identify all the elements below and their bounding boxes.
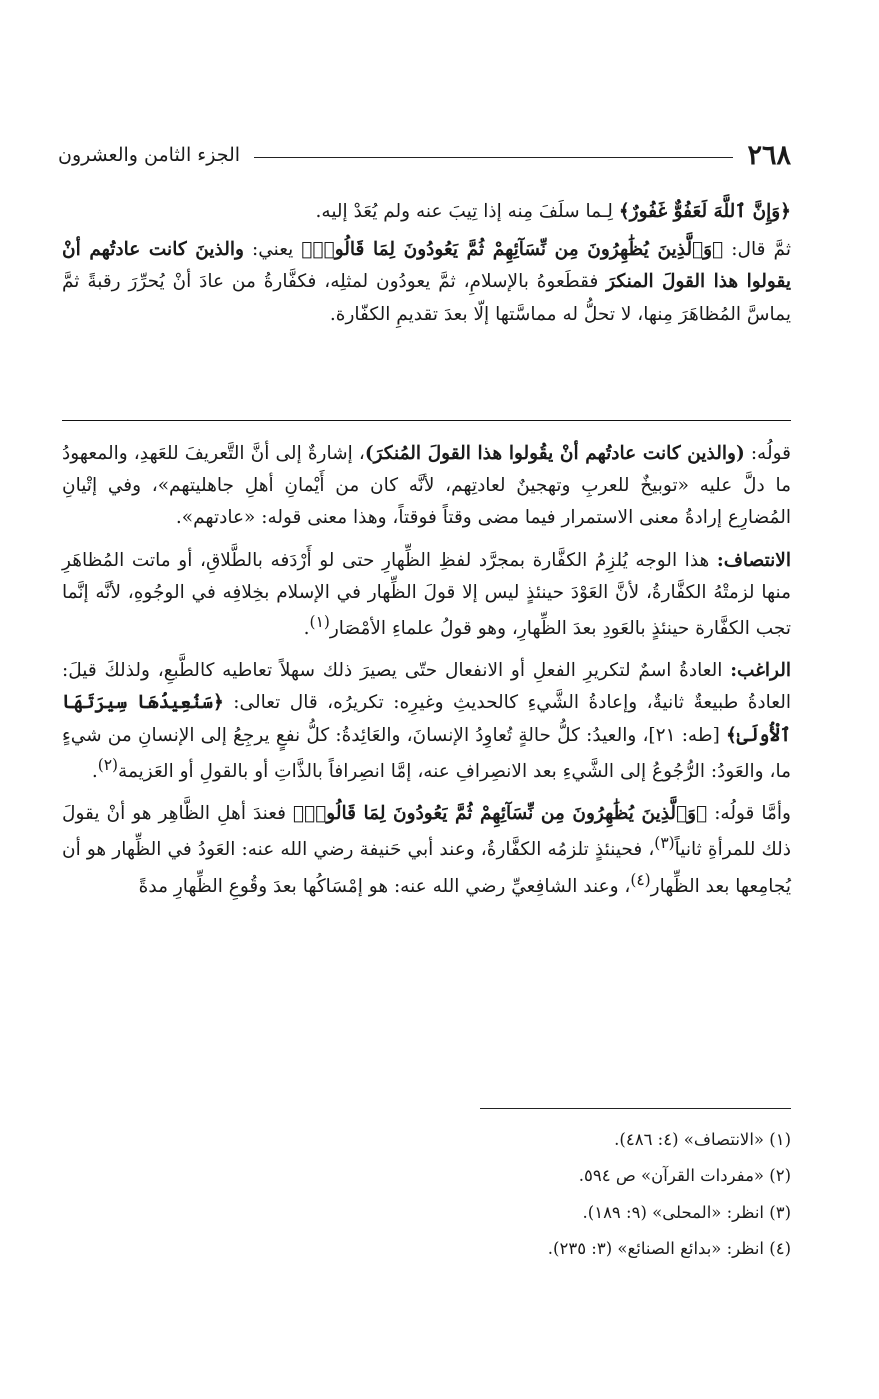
footnote-ref[interactable]: (٤): [630, 870, 651, 889]
commentary-paragraph-2: [62, 545, 791, 646]
page-header: [58, 138, 791, 172]
commentary-text-run: ، إشارةٌ إلى أنَّ التَّعريفَ للعَهدِ، والمعهودُ ما دلَّ عليه «توبيخٌ للعربِ وتهجينٌ لعادتِهم، لأنَّه كان من أَيْمانِ أهلِ جاهليتهم»، وفي إتْيانِ المُضارِع إرادةُ معنى الاستمرار فيما مضى وقتاً فوقتاً، وهذا معنى قوله: «عادتهم».: [62, 443, 791, 529]
quran-verse: ﴿وَٱلَّذِينَ يُظَٰهِرُونَ مِن نِّسَآئِهِمْ ثُمَّ يَعُودُونَ لِمَا قَالُوا۟﴾: [301, 239, 724, 261]
commentary-text-run: [طه: ٢١]، والعيدُ: كلُّ حالةٍ تُعاوِدُ الإنسانَ، والعَائِدةُ: كلُّ نفعٍ يرجِعُ إلى الإنسانِ من شيءٍ ما، والعَودُ: الرُّجُوعُ إلى الشَّيءِ بعد الانصِرافِ عنه، إمَّا انصِرافاً بالذَّاتِ أو بالقولِ أو العَزيمة: [62, 724, 791, 782]
main-text-run: ثمَّ قال:: [723, 239, 791, 261]
commentary-paragraph-1: [62, 438, 791, 535]
main-text-run: لِـما سلَفَ مِنه إذا تِيبَ عنه ولم يُعَدْ إليه.: [315, 201, 619, 222]
footnote-rule: [480, 1108, 791, 1109]
footnote-item: (٣) انظر: «المحلى» (٩: ١٨٩).: [582, 1202, 791, 1222]
footnote-ref[interactable]: (١): [309, 612, 330, 631]
commentary-text-run: فعندَ أهلِ الظَّاهِر هو أنْ يقولَ ذلك للمرأةِ ثانياً: [62, 803, 791, 861]
header-rule: [254, 157, 733, 158]
main-text-run: يعني:: [243, 239, 302, 261]
bold-phrase: والذينَ كانت عادتُهم أنْ يقولوا هذا القولَ المنكرَ: [62, 239, 791, 293]
commentary-paragraph-4: [62, 798, 791, 903]
quran-verse: ﴿وَإِنَّ ٱللَّهَ لَعَفُوٌّ غَفُورٌ﴾: [618, 201, 791, 222]
commentary-paragraph-3: [62, 655, 791, 788]
commentary-text-run: قولُه:: [744, 443, 792, 464]
main-paragraph-1: [62, 196, 791, 228]
running-title: الجزء الثامن والعشرون: [58, 144, 241, 166]
page-number: ٢٦٨: [747, 139, 791, 171]
source-label: الانتصاف:: [716, 549, 791, 571]
bold-phrase: (والذين كانت عادتُهم أنْ يقُولوا هذا القولَ المُنكرَ): [364, 443, 745, 464]
footnote-ref[interactable]: (٣): [654, 834, 675, 853]
footnotes: [300, 1122, 791, 1267]
footnote-item: (١) «الانتصاف» (٤: ٤٨٦).: [614, 1130, 791, 1149]
section-divider: [62, 420, 791, 421]
main-paragraph-2: [62, 234, 791, 331]
main-text: [62, 196, 791, 337]
footnote-item: (٤) انظر: «بدائع الصنائع» (٣: ٢٣٥).: [547, 1238, 791, 1258]
commentary: [62, 438, 791, 913]
commentary-text-run: ، فحينئذٍ تلزمُه الكفَّارةُ، وعند أبي حَنيفة رضي الله عنه: العَودُ في الظِّهار هو أن يُجامِعها بعد الظِّهار: [62, 839, 791, 897]
commentary-text-run: .: [303, 618, 310, 640]
quran-verse: ﴿سَنُعِيدُهَا سِيرَتَهَا ٱلْأُولَىٰ﴾: [62, 692, 792, 746]
commentary-text-run: .: [91, 761, 98, 782]
quran-verse: ﴿وَٱلَّذِينَ يُظَٰهِرُونَ مِن نِّسَآئِهِمْ ثُمَّ يَعُودُونَ لِمَا قَالُوا۟﴾: [293, 803, 708, 825]
commentary-text-run: العادةُ اسمٌ لتكريرِ الفعلِ أو الانفعال حتّى يصيرَ ذلك سهلاً تعاطيه كالطَّبعِ، ولذلكَ قيلَ: العادةُ طبيعةٌ ثانيةٌ، وإعادةُ الشَّيءِ كالحديثِ وغيرِه: تكريرُه، قال تعالى:: [62, 660, 792, 714]
footnote-ref[interactable]: (٢): [97, 755, 119, 774]
commentary-text-run: هذا الوجه يُلزِمُ الكفَّارة بمجرَّد لفظِ الظِّهارِ حتى لو أَرْدَفه بالطَّلاقِ، أو ماتت المُظاهَرِ منها لزمتْهُ الكفَّارةُ، لأنَّ العَوْدَ حينئذٍ ليس إلا قولَ الظِّهار في الإسلام بخِلافِه في الوجُوهِ، لأنَّه إنَّما تجب الكفَّارة حينئذٍ بالعَودِ بعدَ الظِّهارِ، وهو قولُ علماءِ الأمْصَار: [62, 549, 791, 640]
commentary-text-run: ، وعند الشافِعيِّ رضي الله عنه: هو إمْسَاكُها بعدَ وقُوعِ الظِّهارِ مدةً: [138, 875, 631, 897]
footnote-item: (٢) «مفردات القرآن» ص ٥٩٤.: [578, 1166, 791, 1186]
commentary-text-run: وأمَّا قولُه:: [707, 803, 791, 825]
source-label: الراغب:: [730, 660, 791, 682]
main-text-run: فقطَعوهُ بالإسلامِ، ثمَّ يعودُون لمثلِه، فكفَّارةُ من عادَ أنْ يُحرِّرَ رقبةً ثمَّ يماسَّ المُظاهَرَ مِنها، لا تحلُّ له مماسَّتها إلّا بعدَ تقديمِ الكفّارة.: [62, 271, 791, 325]
